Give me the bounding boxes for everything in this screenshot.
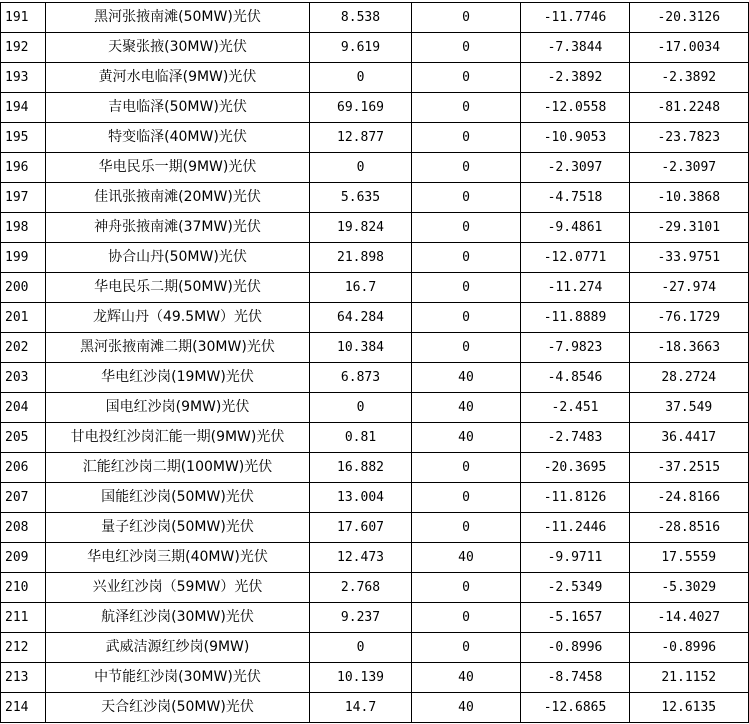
station-name-cell[interactable]: 汇能红沙岗二期(100MW)光伏 bbox=[46, 453, 310, 483]
row-number-cell[interactable]: 194 bbox=[1, 93, 46, 123]
value-c-cell[interactable]: -4.8546 bbox=[521, 363, 630, 393]
value-a-cell[interactable]: 14.7 bbox=[310, 693, 412, 723]
value-b-cell[interactable]: 40 bbox=[412, 693, 521, 723]
value-c-cell[interactable]: -9.4861 bbox=[521, 213, 630, 243]
value-b-cell[interactable]: 0 bbox=[412, 273, 521, 303]
table-row bbox=[1, 363, 749, 393]
value-b-cell[interactable]: 0 bbox=[412, 333, 521, 363]
value-c-cell[interactable]: -7.9823 bbox=[521, 333, 630, 363]
station-name-cell[interactable]: 天聚张掖(30MW)光伏 bbox=[46, 33, 310, 63]
table-body bbox=[1, 3, 749, 723]
value-c-cell[interactable]: -11.8889 bbox=[521, 303, 630, 333]
row-number-cell[interactable]: 211 bbox=[1, 603, 46, 633]
row-number-cell[interactable]: 213 bbox=[1, 663, 46, 693]
value-b-cell[interactable]: 40 bbox=[412, 393, 521, 423]
station-name-cell[interactable]: 华电红沙岗(19MW)光伏 bbox=[46, 363, 310, 393]
row-number-cell[interactable]: 205 bbox=[1, 423, 46, 453]
row-number-cell[interactable]: 204 bbox=[1, 393, 46, 423]
station-name-cell[interactable]: 龙辉山丹（49.5MW）光伏 bbox=[46, 303, 310, 333]
row-number-cell[interactable]: 212 bbox=[1, 633, 46, 663]
value-d-cell[interactable]: -28.8516 bbox=[630, 513, 749, 543]
row-number-cell[interactable]: 202 bbox=[1, 333, 46, 363]
table-row bbox=[1, 243, 749, 273]
table-row bbox=[1, 3, 749, 33]
value-b-cell[interactable]: 40 bbox=[412, 423, 521, 453]
row-number-cell[interactable]: 208 bbox=[1, 513, 46, 543]
station-name-cell[interactable]: 黄河水电临泽(9MW)光伏 bbox=[46, 63, 310, 93]
value-b-cell[interactable]: 0 bbox=[412, 3, 521, 33]
value-d-cell[interactable]: -2.3097 bbox=[630, 153, 749, 183]
table-row bbox=[1, 483, 749, 513]
row-number-cell[interactable]: 196 bbox=[1, 153, 46, 183]
row-number-cell[interactable]: 199 bbox=[1, 243, 46, 273]
value-a-cell[interactable]: 5.635 bbox=[310, 183, 412, 213]
value-a-cell[interactable]: 10.384 bbox=[310, 333, 412, 363]
value-c-cell[interactable]: -12.0558 bbox=[521, 93, 630, 123]
station-name-cell[interactable]: 量子红沙岗(50MW)光伏 bbox=[46, 513, 310, 543]
value-a-cell[interactable]: 13.004 bbox=[310, 483, 412, 513]
value-c-cell[interactable]: -12.6865 bbox=[521, 693, 630, 723]
table-row bbox=[1, 153, 749, 183]
value-a-cell[interactable]: 8.538 bbox=[310, 3, 412, 33]
value-a-cell[interactable]: 0 bbox=[310, 633, 412, 663]
value-a-cell[interactable]: 9.237 bbox=[310, 603, 412, 633]
value-d-cell[interactable]: -23.7823 bbox=[630, 123, 749, 153]
value-c-cell[interactable]: -4.7518 bbox=[521, 183, 630, 213]
value-a-cell[interactable]: 12.473 bbox=[310, 543, 412, 573]
value-b-cell[interactable]: 40 bbox=[412, 543, 521, 573]
station-name-cell[interactable]: 吉电临泽(50MW)光伏 bbox=[46, 93, 310, 123]
station-name-cell[interactable]: 甘电投红沙岗汇能一期(9MW)光伏 bbox=[46, 423, 310, 453]
value-a-cell[interactable]: 2.768 bbox=[310, 573, 412, 603]
station-name-cell[interactable]: 兴业红沙岗（59MW）光伏 bbox=[46, 573, 310, 603]
value-c-cell[interactable]: -5.1657 bbox=[521, 603, 630, 633]
value-b-cell[interactable]: 40 bbox=[412, 363, 521, 393]
station-name-cell[interactable]: 华电民乐一期(9MW)光伏 bbox=[46, 153, 310, 183]
table-row bbox=[1, 633, 749, 663]
row-number-cell[interactable]: 203 bbox=[1, 363, 46, 393]
value-d-cell[interactable]: 17.5559 bbox=[630, 543, 749, 573]
station-name-cell[interactable]: 华电红沙岗三期(40MW)光伏 bbox=[46, 543, 310, 573]
value-a-cell[interactable]: 17.607 bbox=[310, 513, 412, 543]
table-row bbox=[1, 183, 749, 213]
value-a-cell[interactable]: 21.898 bbox=[310, 243, 412, 273]
value-b-cell[interactable]: 0 bbox=[412, 633, 521, 663]
value-c-cell[interactable]: -9.9711 bbox=[521, 543, 630, 573]
value-b-cell[interactable]: 0 bbox=[412, 33, 521, 63]
value-b-cell[interactable]: 0 bbox=[412, 573, 521, 603]
value-d-cell[interactable]: -29.3101 bbox=[630, 213, 749, 243]
value-c-cell[interactable]: -11.274 bbox=[521, 273, 630, 303]
value-d-cell[interactable]: -33.9751 bbox=[630, 243, 749, 273]
value-d-cell[interactable]: -18.3663 bbox=[630, 333, 749, 363]
value-a-cell[interactable]: 0 bbox=[310, 63, 412, 93]
row-number-cell[interactable]: 200 bbox=[1, 273, 46, 303]
value-a-cell[interactable]: 16.882 bbox=[310, 453, 412, 483]
value-d-cell[interactable]: 12.6135 bbox=[630, 693, 749, 723]
value-b-cell[interactable]: 0 bbox=[412, 303, 521, 333]
value-b-cell[interactable]: 0 bbox=[412, 513, 521, 543]
value-b-cell[interactable]: 0 bbox=[412, 603, 521, 633]
value-d-cell[interactable]: -0.8996 bbox=[630, 633, 749, 663]
value-a-cell[interactable]: 0.81 bbox=[310, 423, 412, 453]
table-row bbox=[1, 93, 749, 123]
table-row bbox=[1, 693, 749, 723]
value-d-cell[interactable]: -20.3126 bbox=[630, 3, 749, 33]
value-c-cell[interactable]: -2.3892 bbox=[521, 63, 630, 93]
value-d-cell[interactable]: -10.3868 bbox=[630, 183, 749, 213]
row-number-cell[interactable]: 214 bbox=[1, 693, 46, 723]
row-number-cell[interactable]: 207 bbox=[1, 483, 46, 513]
value-a-cell[interactable]: 9.619 bbox=[310, 33, 412, 63]
value-d-cell[interactable]: -14.4027 bbox=[630, 603, 749, 633]
table-row bbox=[1, 63, 749, 93]
value-c-cell[interactable]: -0.8996 bbox=[521, 633, 630, 663]
value-b-cell[interactable]: 0 bbox=[412, 483, 521, 513]
station-name-cell[interactable]: 黑河张掖南滩(50MW)光伏 bbox=[46, 3, 310, 33]
value-d-cell[interactable]: -37.2515 bbox=[630, 453, 749, 483]
row-number-cell[interactable]: 198 bbox=[1, 213, 46, 243]
value-d-cell[interactable]: 28.2724 bbox=[630, 363, 749, 393]
table-row bbox=[1, 273, 749, 303]
value-c-cell[interactable]: -20.3695 bbox=[521, 453, 630, 483]
value-c-cell[interactable]: -11.7746 bbox=[521, 3, 630, 33]
data-table bbox=[0, 2, 749, 723]
value-c-cell[interactable]: -10.9053 bbox=[521, 123, 630, 153]
value-d-cell[interactable]: -17.0034 bbox=[630, 33, 749, 63]
value-d-cell[interactable]: 37.549 bbox=[630, 393, 749, 423]
value-a-cell[interactable]: 0 bbox=[310, 153, 412, 183]
value-d-cell[interactable]: -76.1729 bbox=[630, 303, 749, 333]
value-a-cell[interactable]: 64.284 bbox=[310, 303, 412, 333]
value-a-cell[interactable]: 16.7 bbox=[310, 273, 412, 303]
table-row bbox=[1, 303, 749, 333]
value-c-cell[interactable]: -2.7483 bbox=[521, 423, 630, 453]
value-a-cell[interactable]: 69.169 bbox=[310, 93, 412, 123]
station-name-cell[interactable]: 黑河张掖南滩二期(30MW)光伏 bbox=[46, 333, 310, 363]
value-b-cell[interactable]: 0 bbox=[412, 243, 521, 273]
table-row bbox=[1, 573, 749, 603]
table-row bbox=[1, 333, 749, 363]
value-a-cell[interactable]: 0 bbox=[310, 393, 412, 423]
value-d-cell[interactable]: -24.8166 bbox=[630, 483, 749, 513]
value-d-cell[interactable]: -5.3029 bbox=[630, 573, 749, 603]
row-number-cell[interactable]: 191 bbox=[1, 3, 46, 33]
station-name-cell[interactable]: 国能红沙岗(50MW)光伏 bbox=[46, 483, 310, 513]
spreadsheet-sheet bbox=[0, 2, 749, 723]
table-row bbox=[1, 513, 749, 543]
value-d-cell[interactable]: 21.1152 bbox=[630, 663, 749, 693]
value-b-cell[interactable]: 40 bbox=[412, 663, 521, 693]
value-c-cell[interactable]: -12.0771 bbox=[521, 243, 630, 273]
station-name-cell[interactable]: 中节能红沙岗(30MW)光伏 bbox=[46, 663, 310, 693]
table-row bbox=[1, 423, 749, 453]
row-number-cell[interactable]: 197 bbox=[1, 183, 46, 213]
table-row bbox=[1, 33, 749, 63]
value-b-cell[interactable]: 0 bbox=[412, 213, 521, 243]
station-name-cell[interactable]: 国电红沙岗(9MW)光伏 bbox=[46, 393, 310, 423]
table-row bbox=[1, 213, 749, 243]
value-b-cell[interactable]: 0 bbox=[412, 123, 521, 153]
value-c-cell[interactable]: -11.8126 bbox=[521, 483, 630, 513]
value-c-cell[interactable]: -2.3097 bbox=[521, 153, 630, 183]
station-name-cell[interactable]: 协合山丹(50MW)光伏 bbox=[46, 243, 310, 273]
value-a-cell[interactable]: 10.139 bbox=[310, 663, 412, 693]
value-a-cell[interactable]: 12.877 bbox=[310, 123, 412, 153]
value-a-cell[interactable]: 19.824 bbox=[310, 213, 412, 243]
value-d-cell[interactable]: 36.4417 bbox=[630, 423, 749, 453]
station-name-cell[interactable]: 神舟张掖南滩(37MW)光伏 bbox=[46, 213, 310, 243]
station-name-cell[interactable]: 特变临泽(40MW)光伏 bbox=[46, 123, 310, 153]
station-name-cell[interactable]: 华电民乐二期(50MW)光伏 bbox=[46, 273, 310, 303]
table-row bbox=[1, 123, 749, 153]
table-row bbox=[1, 603, 749, 633]
station-name-cell[interactable]: 佳讯张掖南滩(20MW)光伏 bbox=[46, 183, 310, 213]
value-d-cell[interactable]: -81.2248 bbox=[630, 93, 749, 123]
table-row bbox=[1, 663, 749, 693]
table-row bbox=[1, 393, 749, 423]
value-a-cell[interactable]: 6.873 bbox=[310, 363, 412, 393]
station-name-cell[interactable]: 天合红沙岗(50MW)光伏 bbox=[46, 693, 310, 723]
row-number-cell[interactable]: 192 bbox=[1, 33, 46, 63]
table-row bbox=[1, 453, 749, 483]
row-number-cell[interactable]: 210 bbox=[1, 573, 46, 603]
value-b-cell[interactable]: 0 bbox=[412, 183, 521, 213]
row-number-cell[interactable]: 201 bbox=[1, 303, 46, 333]
value-b-cell[interactable]: 0 bbox=[412, 63, 521, 93]
row-number-cell[interactable]: 195 bbox=[1, 123, 46, 153]
station-name-cell[interactable]: 武威洁源红纱岗(9MW) bbox=[46, 633, 310, 663]
row-number-cell[interactable]: 209 bbox=[1, 543, 46, 573]
value-b-cell[interactable]: 0 bbox=[412, 93, 521, 123]
value-b-cell[interactable]: 0 bbox=[412, 453, 521, 483]
value-c-cell[interactable]: -8.7458 bbox=[521, 663, 630, 693]
table-row bbox=[1, 543, 749, 573]
value-b-cell[interactable]: 0 bbox=[412, 153, 521, 183]
value-c-cell[interactable]: -11.2446 bbox=[521, 513, 630, 543]
station-name-cell[interactable]: 航泽红沙岗(30MW)光伏 bbox=[46, 603, 310, 633]
value-c-cell[interactable]: -2.451 bbox=[521, 393, 630, 423]
value-c-cell[interactable]: -7.3844 bbox=[521, 33, 630, 63]
value-d-cell[interactable]: -27.974 bbox=[630, 273, 749, 303]
row-number-cell[interactable]: 206 bbox=[1, 453, 46, 483]
value-d-cell[interactable]: -2.3892 bbox=[630, 63, 749, 93]
row-number-cell[interactable]: 193 bbox=[1, 63, 46, 93]
value-c-cell[interactable]: -2.5349 bbox=[521, 573, 630, 603]
